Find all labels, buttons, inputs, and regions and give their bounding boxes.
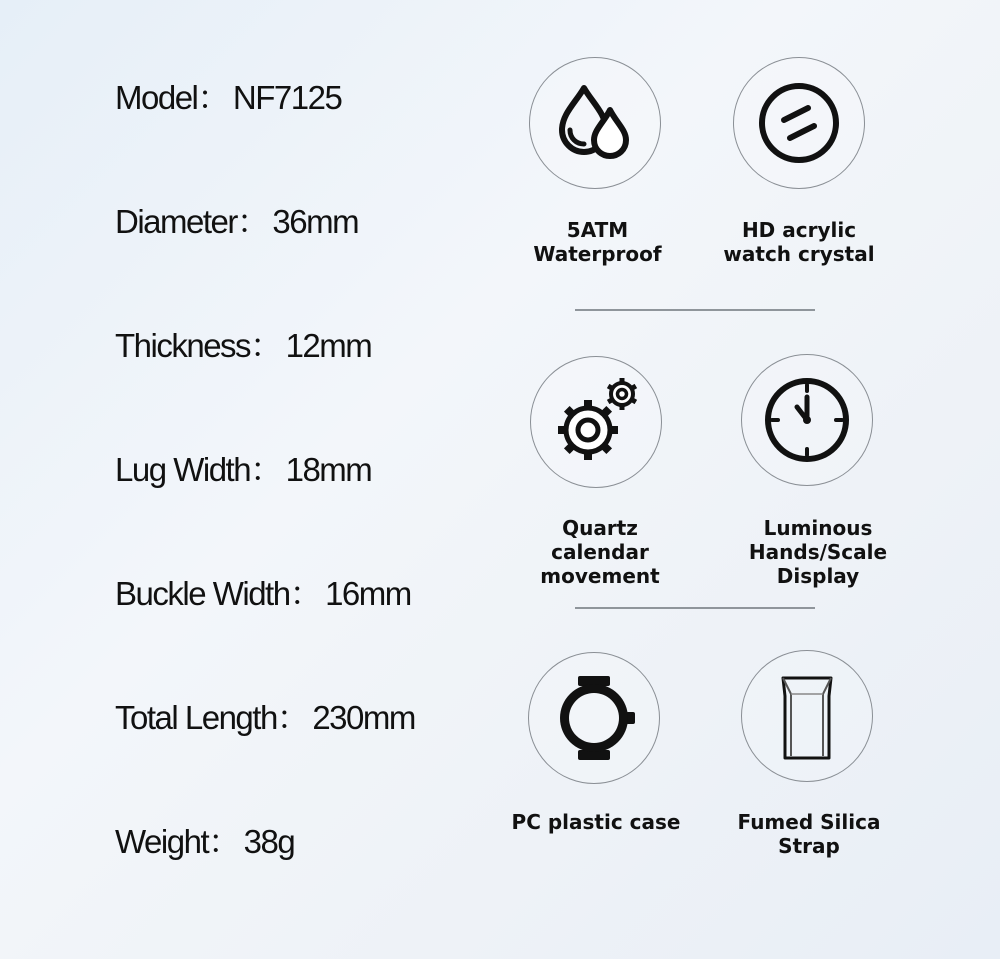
clock-icon — [741, 354, 873, 486]
spec-value: 230mm — [312, 699, 415, 736]
spec-label: Lug Width： — [115, 451, 282, 488]
feature-label-crystal: HD acrylic watch crystal — [723, 218, 875, 266]
feature-label-strap: Fumed Silica Strap — [737, 810, 881, 858]
spec-value: 18mm — [285, 451, 372, 488]
spec-value: NF7125 — [232, 79, 342, 116]
spec-label: Diameter： — [115, 203, 269, 240]
feature-label-movement: Quartz calendar movement — [540, 516, 660, 588]
spec-model — [115, 72, 341, 119]
watch-case-icon — [528, 652, 660, 784]
spec-value: 16mm — [325, 575, 411, 612]
spec-thickness — [115, 320, 371, 367]
spec-value: 38g — [243, 823, 295, 860]
feature-label-waterproof: 5ATM Waterproof — [533, 218, 662, 266]
strap-icon — [741, 650, 873, 782]
spec-weight — [115, 816, 294, 863]
divider — [575, 309, 815, 311]
spec-buckle-width — [115, 568, 411, 615]
spec-label: Model： — [115, 79, 229, 116]
spec-label: Thickness： — [115, 327, 282, 364]
crystal-icon — [733, 57, 865, 189]
spec-label: Total Length： — [115, 699, 309, 736]
spec-diameter — [115, 196, 358, 243]
spec-lug-width — [115, 444, 371, 491]
spec-label: Weight： — [115, 823, 240, 860]
spec-label: Buckle Width： — [115, 575, 322, 612]
gears-icon — [530, 356, 662, 488]
feature-label-case: PC plastic case — [511, 810, 681, 834]
water-drops-icon — [529, 57, 661, 189]
spec-total-length — [115, 692, 415, 739]
spec-value: 36mm — [272, 203, 359, 240]
feature-label-luminous: Luminous Hands/Scale Display — [748, 516, 888, 588]
divider — [575, 607, 815, 609]
spec-value: 12mm — [285, 327, 372, 364]
